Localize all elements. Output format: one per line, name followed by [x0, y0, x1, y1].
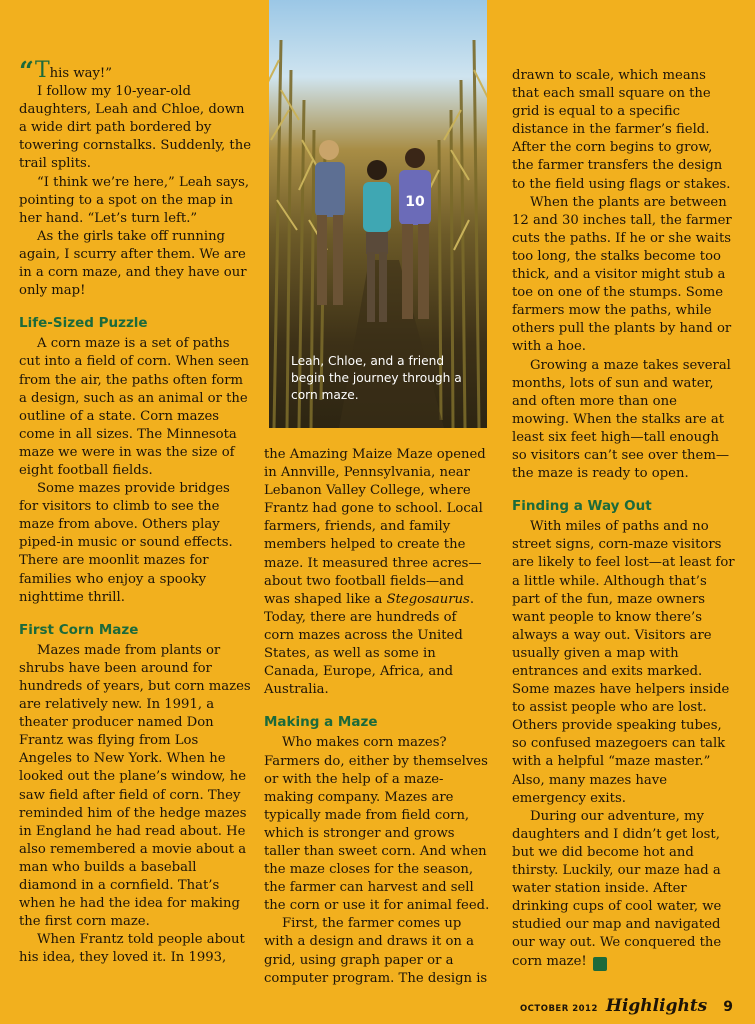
- paragraph: Some mazes provide bridges for visitors to climb to see the maze from above. Others play piped-in music or sound effects. There are moonlit mazes for families who enjoy a spooky nighttime thrill.: [19, 481, 233, 605]
- article-column-1: [19, 57, 251, 968]
- brand-logo: Highlights: [605, 996, 708, 1016]
- opening-quote-mark: “: [19, 57, 34, 87]
- paragraph: First, the farmer comes up with a design and draws it on a grid, using graph paper or a computer program. The design is: [264, 916, 488, 986]
- page-number: 9: [723, 999, 733, 1015]
- paragraph: I follow my 10-year-old daughters, Leah and Chloe, down a wide dirt path bordered by towering cornstalks. Suddenly, the trail splits.: [19, 84, 251, 172]
- opening-text: his way!”: [49, 66, 112, 81]
- paragraph: Who makes corn mazes? Farmers do, either by themselves or with the help of a maze-making company. Mazes are typically made from field corn, which is stronger and grows taller than sweet corn. And when the maze closes for the season, the farmer can harvest and sell the corn or use it for animal feed.: [264, 735, 490, 914]
- photo-caption: Leah, Chloe, and a friend begin the journey through a corn maze.: [291, 354, 462, 402]
- paragraph-text: the Amazing Maize Maze opened in Annville, Pennsylvania, near Lebanon Valley College, where Frantz had gone to school. Local farmers, friends, and family members helped to create the maze. It measured three acres—about two football fields—and was shaped like a: [264, 447, 486, 607]
- shirt-number: 10: [405, 194, 425, 210]
- section-heading-life-sized-puzzle: Life-Sized Puzzle: [19, 315, 148, 332]
- paragraph: When Frantz told people about his idea, they loved it. In 1993,: [19, 932, 245, 966]
- girls-figures: [315, 140, 431, 322]
- paragraph: [512, 808, 737, 971]
- paragraph-text: During our adventure, my daughters and I didn’t get lost, but we did become hot and thirsty. Luckily, our maze had a water station inside. After drinking cups of cool water, we studied our map and navigated our way out. We conquered the corn maze!: [512, 808, 722, 969]
- paragraph: Mazes made from plants or shrubs have been around for hundreds of years, but corn mazes are relatively new. In 1991, a theater producer named Don Frantz was flying from Los Angeles to New York. When he looked out the plane’s window, he saw field after field of corn. They reminded him of the hedge mazes in England he had read about. He also remembered a movie about a man who builds a baseball diamond in a cornfield. That’s when he had the idea for making the first corn maze.: [19, 642, 251, 930]
- paragraph: As the girls take off running again, I scurry after them. We are in a corn maze, and they have our only map!: [19, 228, 247, 299]
- paragraph: Growing a maze takes several months, lots of sun and water, and often more than one mowing. When the stalks are at least six feet high—tall enough so visitors can’t see over them—the maze is ready to open.: [512, 357, 731, 482]
- section-heading-making-a-maze: Making a Maze: [264, 714, 378, 731]
- paragraph: [264, 446, 490, 699]
- italic-term: Stegosaurus: [386, 591, 470, 607]
- issue-date: OCTOBER 2012: [519, 1004, 598, 1014]
- section-heading-finding-a-way-out: Finding a Way Out: [512, 498, 652, 515]
- page-footer: [520, 996, 733, 1016]
- paragraph: “I think we’re here,” Leah says, pointing to a spot on the map in her hand. “Let’s turn left.”: [19, 174, 250, 226]
- paragraph: When the plants are between 12 and 30 inches tall, the farmer cuts the paths. If he or she waits too long, the stalks become too thick, and a visitor might stub a toe on one of the stumps. Some farmers mow the paths, while others pull the plants by hand or with a hoe.: [512, 194, 732, 355]
- opening-drop-letter: T: [34, 58, 50, 83]
- section-heading-first-corn-maze: First Corn Maze: [19, 621, 139, 638]
- corn-maze-photo: [269, 0, 487, 428]
- paragraph: A corn maze is a set of paths cut into a field of corn. When seen from the air, the paths often form a design, such as an animal or the outline of a state. Corn mazes come in all sizes. The Minnesota maze we were in was the size of eight football fields.: [19, 336, 249, 478]
- end-mark-icon: H: [593, 957, 607, 971]
- paragraph: drawn to scale, which means that each small square on the grid is equal to a specific distance in the farmer’s field. After the corn begins to grow, the farmer transfers the design to the field using flags or stakes.: [512, 68, 731, 192]
- paragraph-text: . Today, there are hundreds of corn mazes across the United States, as well as some in Canada, Europe, Africa, and Australia.: [264, 591, 475, 698]
- opening-line: [19, 57, 251, 87]
- article-column-2: [264, 446, 490, 988]
- article-column-3: [512, 67, 737, 971]
- paragraph: With miles of paths and no street signs, corn-maze visitors are likely to feel lost—at least for a little while. Although that’s part of the fun, maze owners want people to know there’s always a way out. Visitors are usually given a map with entrances and exits marked. Some mazes have helpers inside to assist people who are lost. Others provide speaking tubes, so confused mazegoers can talk with a helpful “maze master.” Also, many mazes have emergency exits.: [512, 519, 735, 806]
